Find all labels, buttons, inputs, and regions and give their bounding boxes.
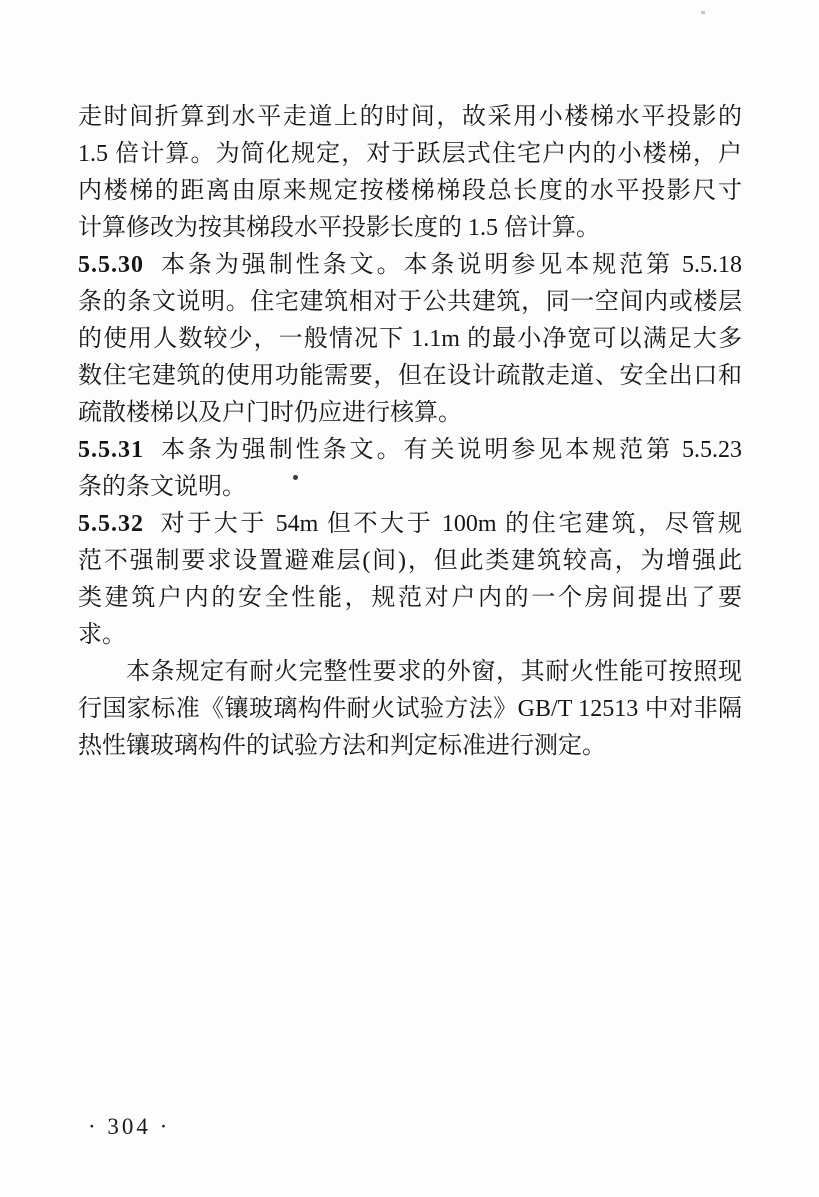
clause-line-5-5-30 [78,247,742,284]
text-line [78,173,742,210]
line-text: 疏散楼梯以及户门时仍应进行核算。 [78,400,462,426]
line-text: 数住宅建筑的使用功能需要，但在设计疏散走道、安全出口和 [78,363,742,389]
text-line [78,99,742,136]
text-line [78,210,742,247]
text-line [78,284,742,321]
line-text: 行国家标准《镶玻璃构件耐火试验方法》GB/T 12513 中对非隔 [78,696,742,722]
scan-artifact-speck [701,11,705,14]
line-text: 的使用人数较少，一般情况下 1.1m 的最小净宽可以满足大多 [78,326,742,352]
clause-number: 5.5.30 [78,252,144,278]
line-text: 本条为强制性条文。本条说明参见本规范第 5.5.18 [158,252,742,278]
body-text [78,99,742,765]
text-line [78,395,742,432]
line-text: 范不强制要求设置避难层(间)，但此类建筑较高，为增强此 [78,548,742,574]
line-text: 本条规定有耐火完整性要求的外窗，其耐火性能可按照现 [126,659,742,685]
text-line [78,321,742,358]
text-line [78,691,742,728]
text-line [78,728,742,765]
clause-number: 5.5.32 [78,511,144,537]
text-line [78,654,742,691]
line-text: 对于大于 54m 但不大于 100m 的住宅建筑，尽管规 [158,511,742,537]
text-line [78,358,742,395]
line-text: 条的条文说明。住宅建筑相对于公共建筑，同一空间内或楼层 [78,289,742,315]
line-text: 1.5 倍计算。为简化规定，对于跃层式住宅户内的小楼梯，户 [78,141,742,167]
text-line [78,580,742,617]
line-text: 走时间折算到水平走道上的时间，故采用小楼梯水平投影的 [78,104,742,130]
text-line [78,469,742,506]
line-text: 本条为强制性条文。有关说明参见本规范第 5.5.23 [158,437,742,463]
text-line [78,543,742,580]
clause-line-5-5-32 [78,506,742,543]
line-text: 计算修改为按其梯段水平投影长度的 1.5 倍计算。 [78,215,600,241]
line-text: 类建筑户内的安全性能，规范对户内的一个房间提出了要 [78,585,742,611]
clause-number: 5.5.31 [78,437,144,463]
line-text: 内楼梯的距离由原来规定按楼梯梯段总长度的水平投影尺寸 [78,178,742,204]
line-text: 热性镶玻璃构件的试验方法和判定标准进行测定。 [78,733,606,759]
line-text: 条的条文说明。 [78,474,246,500]
page-number: · 304 · [88,1114,171,1139]
scan-artifact-dot [293,475,298,480]
text-line [78,617,742,654]
line-text: 求。 [78,622,126,648]
clause-line-5-5-31 [78,432,742,469]
text-line [78,136,742,173]
